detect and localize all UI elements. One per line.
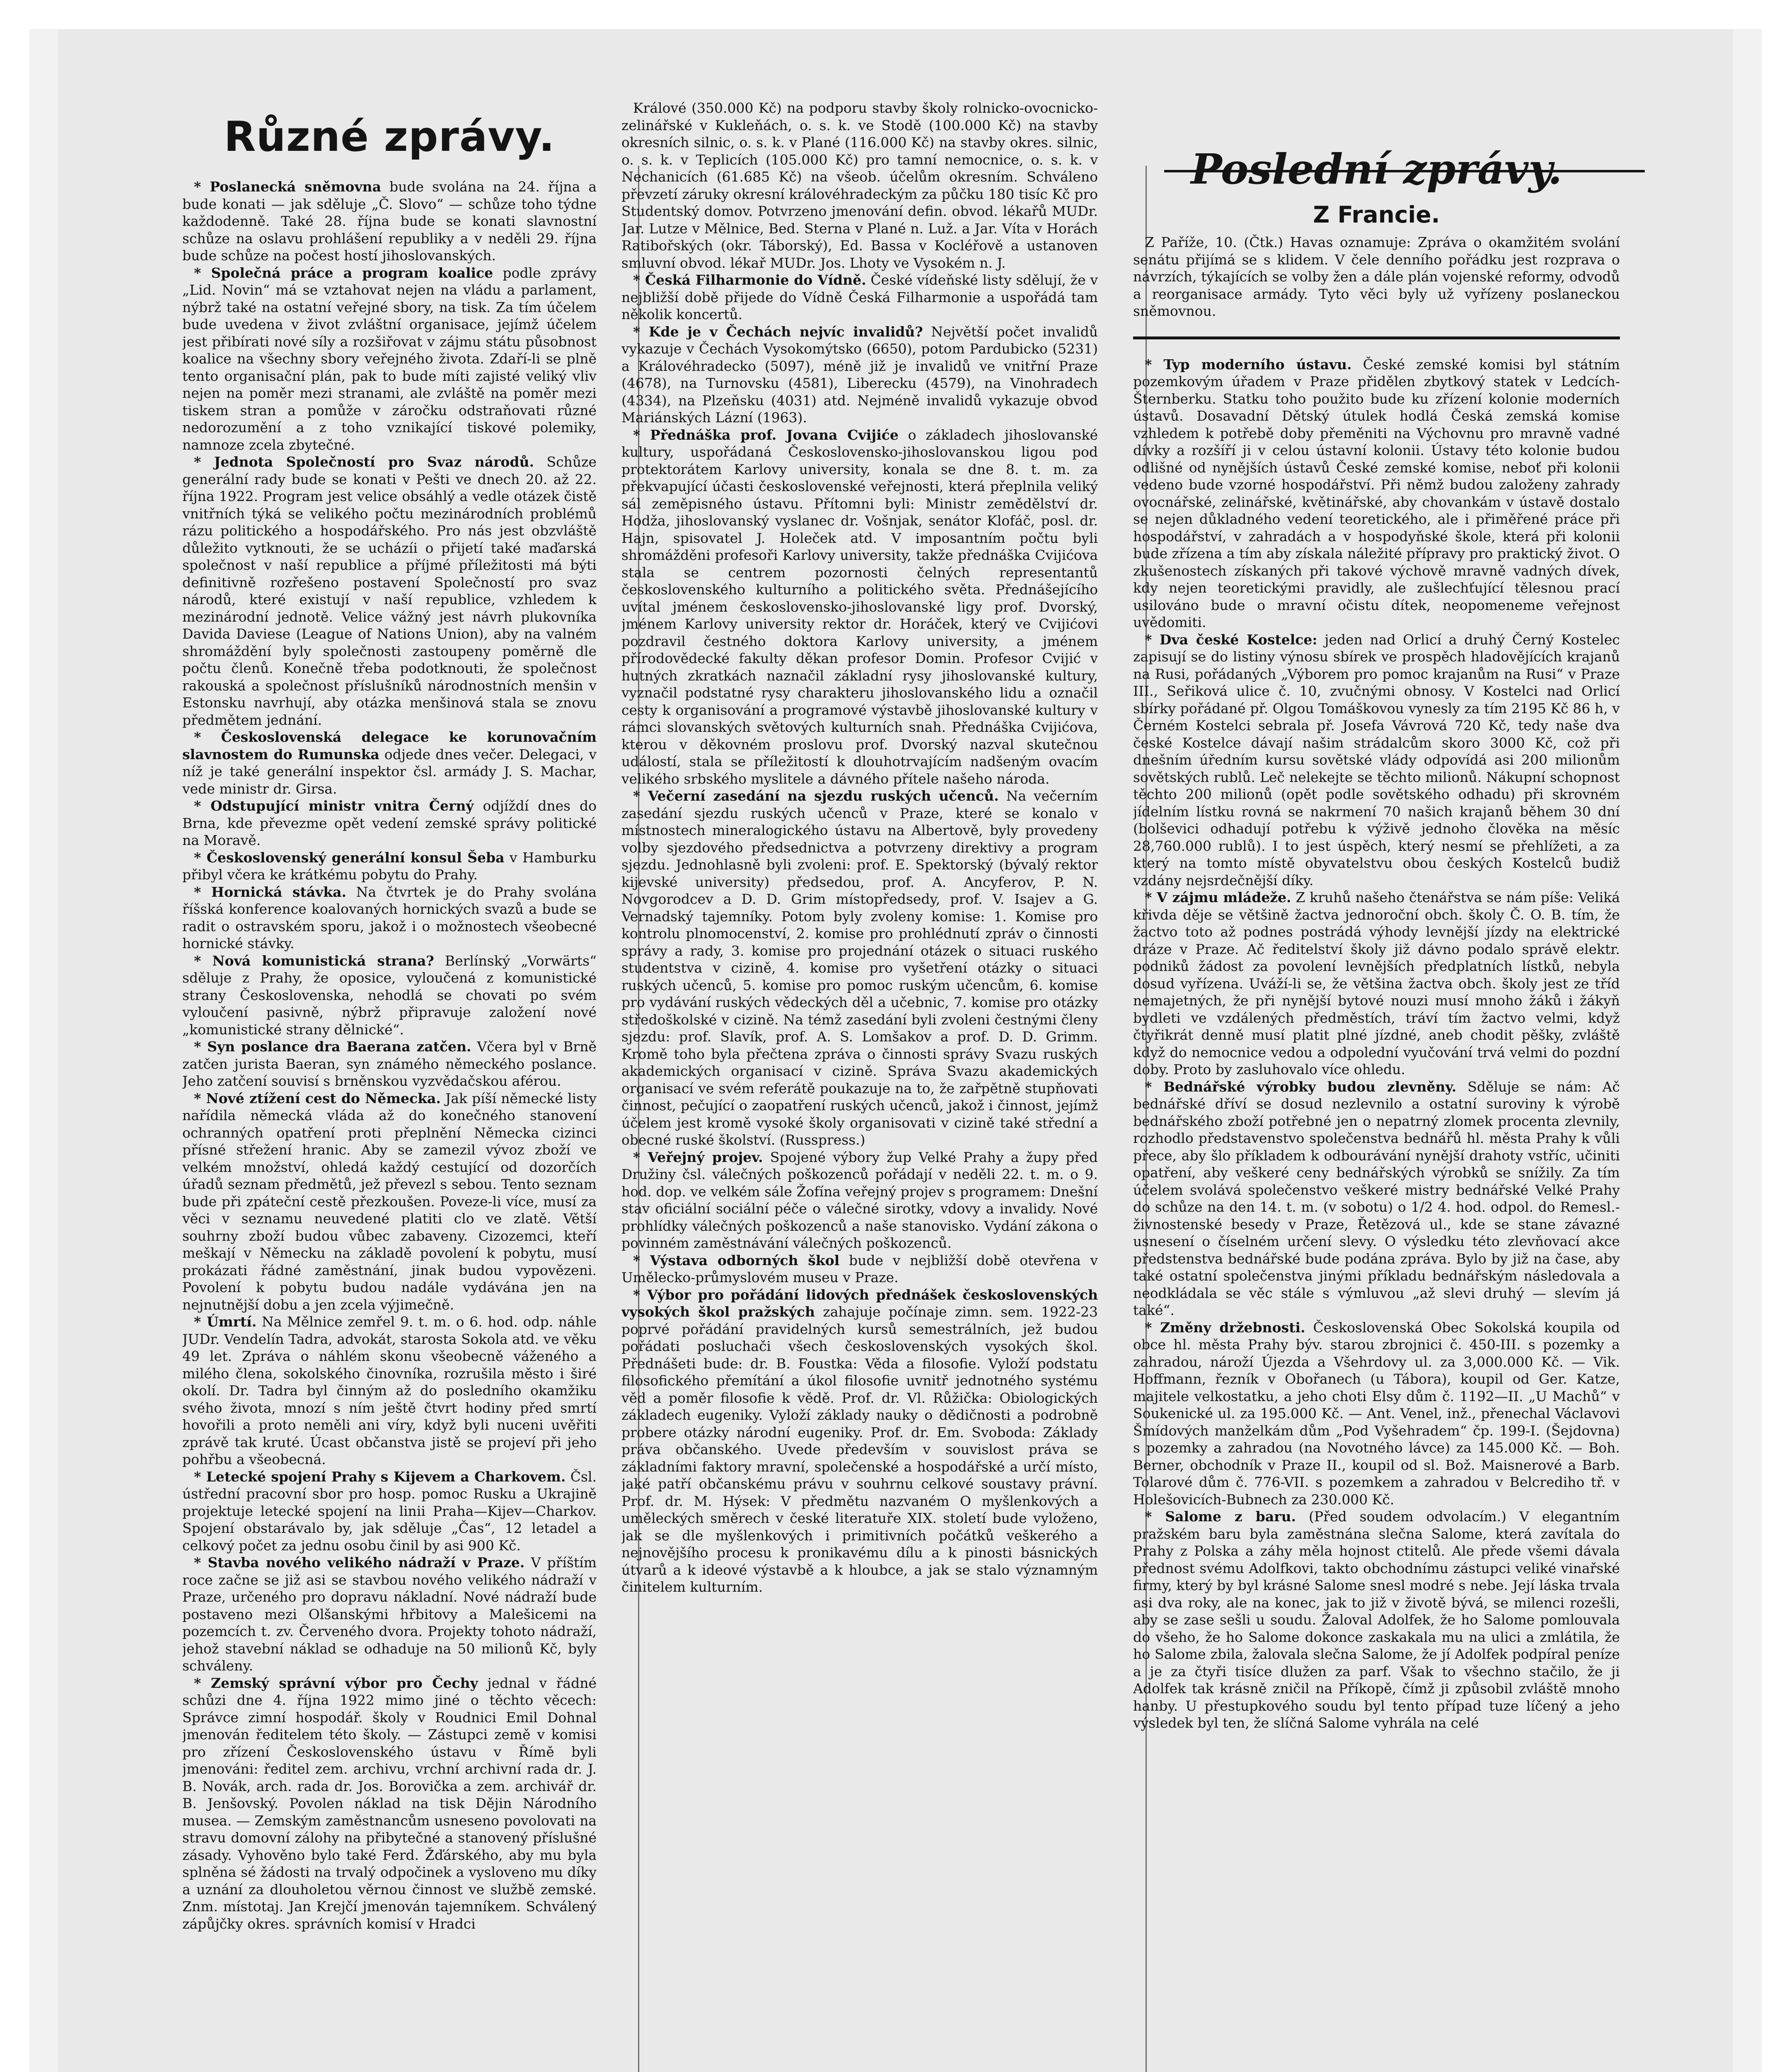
section-title-various-news: Různé zprávy.	[224, 112, 555, 161]
article-text: Z kruhů našeho čtenářstva se nám píše: Veliká křivda děje se většině žactva jednoroční obch. školy Č. O. B. tím, že žactvo toto až podnes postrádá výhody levnější jízdy na elektrické dráze v Praze. Ač ředitelství školy již dávno podalo správě elektr. podniků žádost za povolení levnějších předplatních lístků, nebyla dosud vyřízena. Uváží-li se, že většina žactva obch. školy jest ze tříd nemajetných, že při nynější bytové nouzi musí mnoho žáků i žákyň bydleti ve vzdálených předměstích, tráví tím žactvo velmi, když čtyřikrát denně musí platit plné jízdné, aneb chodit pěšky, zvláště když do nemocnice vedou a odpolední vyučování trvá velmi do pozdní doby. Proto by zasluhovalo více ohledu.	[1133, 889, 1620, 1077]
article-headline: * Nová komunistická strana?	[194, 952, 434, 969]
article-text: bude v nejbližší době otevřena v Umělecko-průmyslovém museu v Praze.	[621, 1252, 1098, 1285]
article-text: České vídeňské listy sdělují, že v nejbližší době přijede do Vídně Česká Filharmonie a uspořádá tam několik koncertů.	[621, 272, 1098, 322]
article-paragraph	[182, 797, 597, 849]
article-text: Na Mělnice zemřel 9. t. m. o 6. hod. odp. náhle JUDr. Vendelín Tadra, advokát, starosta Sokola atd. ve věku 49 let. Zpráva o náhlém skonu všeobecně váženého a milého člena, sokolského činovníka, rozrušila město i širé okolí. Dr. Tadra byl činným až do posledního okamžiku svého života, mnozí s ním ještě čtvrt hodiny před smrtí hovořili a proto neměli ani víry, když byli nuceni uvěřiti zprávě tak kruté. Úcast občanstva jistě se projeví při jeho pohřbu a všeobecná.	[182, 1314, 597, 1467]
article-text: jeden nad Orlicí a druhý Černý Kostelec zapisují se do listiny výnosu sbírek ve prospěch hladovějících krajanů na Rusi, pořádaných „Výborem pro pomoc krajanům na Rusi“ v Praze III., Seřiková ulice č. 10, zvučnými obnosy. V Kostelci nad Orlicí sbírky pořádané př. Olgou Tomáškovou vynesly za tím 2195 Kč 86 h, v Černém Kostelci sebrala př. Josefa Vávrová 720 Kč, tedy naše dva české Kostelce dávají našim strádalcům skoro 3000 Kč, což při dnešním úředním kursu sovětské vlády odpovídá asi 200 milionům sovětských rublů. Leč nelekejte se těchto milionů. Nákupní schopnost těchto 200 milionů (opět podle sovětského odhadu) při skrovném jídelním lístku rovná se nakrmení 70 našich krajanů během 30 dní (bolševici odhadují potřebu k výživě jednoho člověka na měsíc 28,760.000 rublů). I to jest úspěch, který nesmí se přehlížeti, a za který na tomto místě obyvatelstvu obou českých Kostelců budiž vzdány nejsrdečnější díky.	[1133, 631, 1620, 888]
subsection-title-france: Z Francie.	[1313, 201, 1440, 228]
article-paragraph	[1133, 1078, 1620, 1319]
article-text: Největší počet invalidů vykazuje v Čechách Vysokomýtsko (6650), potom Pardubicko (5231) a Královéhradecko (5097), méně již je invalidů ve vnitřní Praze (4678), na Turnovsku (4581), Liberecku (4579), na Vinohradech (4334), na Plzeňsku (4031) atd. Nejméně invalidů vykazuje obvod Mariánských Lázní (1963).	[621, 323, 1098, 426]
column-body	[182, 178, 597, 1932]
scan-edge-right	[1733, 29, 1762, 2072]
article-paragraph	[182, 1038, 597, 1090]
article-text: bude svolána na 24. října a bude konati — jak sděluje „Č. Slovo“ — schůze toho týdne každodenně. Také 28. října bude se konati slavnostní schůze na oslavu prohlášení republiky a v neděli 29. října bude schůze na počest hostí jihoslovanských.	[182, 179, 597, 264]
article-paragraph	[182, 178, 597, 264]
article-headline: * V zájmu mládeže.	[1145, 889, 1291, 905]
article-paragraph	[621, 787, 1098, 1149]
article-paragraph	[1133, 356, 1620, 631]
article-headline: * Společná práce a program koalice	[194, 264, 493, 281]
column-latest-news	[1133, 104, 1620, 1732]
article-paragraph	[1133, 1319, 1620, 1508]
latest-news-box	[1133, 145, 1620, 339]
article-text: Československá Obec Sokolská koupila od obce hl. města Prahy býv. starou zbrojnici č. 450-III. s pozemky a zahradou, nároží Újezda a Všehrdovy ul. za 3,000.000 Kč. — Vik. Hoffmann, řezník v Obořanech (u Tábora), koupil od Ger. Katze, majitele velkostatku, a jeho choti Elsy dům č. 1192—II. „U Machů“ v Soukenické ul. za 195.000 Kč. — Ant. Venel, inž., přenechal Václavovi Šmídových manželkám dům „Pod Vyšehradem“ čp. 199-I. (Šejdovna) s pozemky a zahradou (na Novotného lávce) za 145.000 Kč. — Boh. Berner, obchodník v Praze II., koupil od sl. Bož. Maisnerové a Barb. Tolarové dům č. 776-VII. s pozemkem a zahradou v Belcrediho tř. v Holešovicích-Bubnech za 230.000 Kč.	[1133, 1319, 1620, 1508]
section-title-latest-news: Poslední zprávy.	[1191, 145, 1562, 194]
article-paragraph	[182, 952, 597, 1038]
article-headline: * Československý generální konsul Šeba	[194, 849, 505, 866]
article-headline: * Dva české Kostelce:	[1145, 631, 1317, 648]
article-paragraph	[182, 729, 597, 797]
article-paragraph	[621, 323, 1098, 426]
article-text: V příštím roce začne se již asi se stavbou nového velikého nádraží v Praze, určeného pro dopravu nákladní. Nové nádraží bude postaveno mezi Olšanskými hřbitovy a Malešicemi na pozemcích t. zv. Červeného dvora. Projekty tohoto nádraží, jehož stavební náklad se odhaduje na 50 milionů Kč, byly schváleny.	[182, 1554, 597, 1674]
article-paragraph	[1133, 1508, 1620, 1732]
article-paragraph	[1133, 631, 1620, 889]
column-middle	[621, 99, 1098, 1596]
article-paragraph	[1133, 889, 1620, 1078]
article-headline: * Večerní zasedání na sjezdu ruských učenců.	[633, 788, 999, 804]
article-headline: * Nové ztížení cest do Německa.	[194, 1090, 441, 1106]
article-headline: * Přednáška prof. Jovana Cvijiće	[633, 426, 899, 443]
article-headline: * Syn poslance dra Baerana zatčen.	[194, 1038, 471, 1055]
article-paragraph	[621, 271, 1098, 323]
article-headline: * Bednářské výrobky budou zlevněny.	[1145, 1078, 1457, 1095]
article-headline: * Zemský správní výbor pro Čechy	[194, 1675, 478, 1691]
article-headline: * Stavba nového velikého nádraží v Praze.	[194, 1554, 525, 1571]
article-text: o základech jihoslovanské kultury, uspořádaná Československo-jihoslovanskou ligou pod protektorátem Karlovy university, konala se dne 8. t. m. za překvapující účasti československé veřejnosti, která přeplnila veliký sál zeměpisného ústavu. Přítomni byli: Ministr zemědělství dr. Hodža, jihoslovanský vyslanec dr. Vošnjak, senátor Klofáč, posl. dr. Hajn, spisovatel J. Holeček atd. V imposantním počtu byli shromážděni profesoři Karlovy university, takže přednáška Cvijićova stala se centrem pozornosti čelných representantů československého kulturního a politického světa. Přednášejícího uvítal jménem československo-jihoslovanské ligy prof. Dvorský, jménem Karlovy university rektor dr. Horáček, který ve Cvijićovi pozdravil čestného doktora Karlovy university, a jménem přírodovědecké fakulty děkan profesor Domin. Profesor Cvijić v hutných zkratkách naznačil základní rysy jihoslovanské kultury, vyznačil podstatné rysy charakteru jihoslovanského lidu a označil cesty k organisování a programové výstavbě jihoslovanské kultury v rámci slovanských světových kulturních snah. Přednáška Cvijićova, kterou v děkovném proslovu prof. Dvorský nazval skutečnou událostí, stala se příležitostí k dlouhotrvajícím nadšeným ovacím velikého srbského myslitele a dávného přítele našeho národa.	[621, 426, 1098, 787]
article-headline: * Výstava odborných škol	[633, 1252, 840, 1268]
article-paragraph	[182, 1554, 597, 1675]
article-text: v Hamburku přibyl včera ke krátkému pobytu do Prahy.	[182, 849, 597, 883]
article-headline: * Salome z baru.	[1145, 1508, 1296, 1525]
article-text: Schůze generální rady bude se konati v Pešti ve dnech 20. až 22. října 1922. Program jest velice obsáhlý a vedle otázek čistě vnitřních týká se velikého počtu mezinárodních problémů rázu politického a hospodářského. Pro nás jest obzvláště důležito vytknouti, že se ucházíi o přijetí také maďarská společnost v naší republice a příjmé příležitosti má býti definitivně rozřešeno postavení Společností pro svaz národů, které existují v naší republice, vzhledem k mezinárodní jednotě. Velice vážný jest návrh plukovníka Davida Daviese (League of Nations Union), aby na valném shromáždění byly společnosti zastoupeny poměrně dle počtu členů. Konečně třeba podotknouti, že společnost rakouská a společnost příslušníků národnostních menšin v Estonsku navrhují, aby otázka menšinová stala se znovu předmětem jednání.	[182, 454, 597, 728]
article-text: Berlínský „Vorwärts“ sděluje z Prahy, že oposice, vyloučená z komunistické strany Československa, nehodlá se chovati po svém vyloučení pasivně, nýbrž připravuje založení nové „komunistické strany dělnické“.	[182, 952, 597, 1038]
article-paragraph	[182, 264, 597, 454]
article-text: Králové (350.000 Kč) na podporu stavby školy rolnicko-ovocnicko-zelinářské v Kukleňách, o. s. k. ve Stodě (100.000 Kč) na stavby okresních silnic, o. s. k. v Plané (116.000 Kč) na stavby okres. silnic, o. s. k. v Teplicích (105.000 Kč) pro tamní nemocnice, o. s. k. v Nechanicích (61.685 Kč) na všeob. účelům okresním. Schváleno převzetí záruky okresní královéhradeckým za půčku 180 tisíc Kč pro Studentský domov. Potvrzeno jmenování defin. obvod. lékařů MUDr. Jar. Lutze v Mělnice, Bed. Sterna v Plané n. Luž. a Jar. Víta v Horách Ratibořských (okr. Táborský), Ed. Bassa v Kocléřově a ustanoven smluvní obvod. lékař MUDr. Jos. Lhoty ve Vysokém n. J.	[621, 100, 1098, 271]
article-text: Čsl. ústřední pracovní sbor pro hosp. pomoc Rusku a Ukrajině projektuje letecké spojení na linii Praha—Kijev—Charkov. Spojení obstarávalo by, jak sděluje „Čas“, 12 letadel a celkový počet za jednu osobu činil by asi 900 Kč.	[182, 1468, 597, 1554]
article-text: podle zprávy „Lid. Novin“ má se vztahovat nejen na vládu a parlament, nýbrž také na ostatní veřejné sbory, na tisk. Za tím účelem bude uvedena v život zvláštní organisace, jejímž účelem jest přibírati nové síly a rozšiřovat v zájmu státu působnost koalice na všechny sbory veřejného života. Zdaří-li se plně tento organisační plán, pak to bude míti zajisté veliký vliv nejen na poměr mezi stranami, ale zvláště na poměr mezi tiskem stran a pomůže v záročku odstraňovati různé nedorozumění a z toho vznikající tiskové polemiky, namnoze zcela zbytečné.	[182, 264, 597, 453]
article-paragraph	[621, 426, 1098, 788]
article-text: jednal v řádné schůzi dne 4. října 1922 mimo jiné o těchto věcech: Správce zimní hospodář. školy v Roudnici Emil Dohnal jmenován ředitelem této školy. — Zástupci země v komisi pro zřízení Československého ústavu v Římě byli jmenováni: ředitel zem. archivu, vrchní archivní rada dr. J. B. Novák, arch. rada dr. Jos. Borovička a zem. archivář dr. B. Jenšovský. Povolen náklad na tisk Dějin Národního musea. — Zemským zaměstnancům usneseno povolovati na stravu domovní zálohy na přibytečné a stanovený příslušné zásady. Vyhověno bylo také Ferd. Žďárského, aby mu byla splněna sé žádosti na trvalý odpočinek a vysloveno mu díky a uznání za dlouholetou věrnou činnost ve službě zemské. Znm. místotaj. Jan Krejčí jmenován tajemníkem. Schválený zápůjčky okres. správních komisí v Hradci	[182, 1675, 597, 1932]
article-headline: * Typ moderního ústavu.	[1145, 356, 1352, 373]
article-headline: * Letecké spojení Prahy s Kijevem a Charkovem.	[194, 1468, 566, 1485]
article-text: Na čtvrtek je do Prahy svolána říšská konference koalovaných hornických svazů a bude se radit o ostravském sporu, jakož i o možnostech všeobecné hornické stávky.	[182, 884, 597, 951]
article-text: Sděluje se nám: Ač bednářské dříví se dosud nezlevnilo a ostatní suroviny k výrobě bednářského zboží potřebné jen o nepatrný zlomek procenta zlevnily, rozhodlo představenstvo společenstva bednářů hl. města Prahy k vůli přece, aby šlo příkladem k odbourávání nynější drahoty vstříc, učiniti opatření, aby veškeré ceny bednářských výrobků se snížily. Za tím účelem svolává společenstvo veškeré mistry bednářské Velké Prahy do schůze na den 14. t. m. (v sobotu) o 1/2 4. hod. odpol. do Remesl.-živnostenské besedy v Praze, Řetězová ul., kde se stane závazné usnesení o číselném určení slevy. O výsledku této zlevňovací akce předstenstva bednářské bude podána zpráva. Bylo by již na čase, aby také ostatní společenstva jinými příkladu bednářským následovala a neodkládala se věc stále s výmluvou „až slevi druhý — slevím já také“.	[1133, 1078, 1620, 1318]
article-paragraph	[182, 1468, 597, 1554]
article-paragraph	[621, 1252, 1098, 1286]
article-headline: * Jednota Společností pro Svaz národů.	[194, 454, 534, 470]
article-paragraph	[182, 1313, 597, 1468]
column-body	[621, 99, 1098, 1596]
article-headline: * Kde je v Čechách nejvíc invalidů?	[633, 323, 923, 340]
article-headline: * Poslanecká sněmovna	[194, 179, 381, 195]
article-headline: * Změny držebnosti.	[1145, 1319, 1305, 1336]
article-headline: * Československá delegace ke korunovačním slavnostem do Rumunska	[182, 729, 597, 762]
article-paragraph	[182, 884, 597, 952]
article-text: České zemské komisi byl státním pozemkovým úřadem v Praze přidělen zbytkový statek v Ledcích-Šternberku. Statku toho použito bude ku zřízení kolonie moderních ústavů. Dosavadní Dětský útulek hodlá Česká zemská komise vzhledem k potřebě doby přeměniti na Výchovnu pro mravně vadné dívky a rozšíří ji v celou ústavní kolonii. Ústavy této kolonie budou odlišné od nynějších ústavů České zemské komise, neboť při kolonii vedeno bude vzorné hospodářství. Při němž budou založeny zahrady ovocnářské, zelinářské, květinářské, aby chovankám v ústavě dostalo se nejen důkladného vedení teoretického, ale i přiměřené práce při hospodářství, v zahradách a v hospodyňské škole, která při kolonii bude zřízena a tím aby získala náležité přípravy pro praktický život. O zkušenostech získaných při takové výchově mravně vadných dívek, kdy nejen teoretickými pravidly, ale zušlechťující tělesnou prací usilováno bude o mravní očistu dítek, neopomeneme veřejnost uvědomiti.	[1133, 356, 1620, 630]
latest-news-paragraph: Z Paříže, 10. (Čtk.) Havas oznamuje: Zpráva o okamžitém svolání senátu přijímá se s klidem. V čele denního pořádku jest rozprava o návrzích, týkajících se volby žen a dále plán vojenské reformy, odvodů a reorganisace armády. Tyto věci byly už vyřízeny poslaneckou sněmovnou.	[1133, 234, 1620, 319]
article-text: (Před soudem odvolacím.) V elegantním pražském baru byla zaměstnána slečna Salome, která zavítala do Prahy z Polska a záhy měla hojnost ctitelů. Ale přede všemi dávala přednost svému Adolfkovi, takto obchodnímu zástupci veliké vinařské firmy, který by byl krásné Salome snesl modré s nebe. Její láska trvala asi dva roky, ale na konec, jak to již v životě bývá, se milenci rozešli, aby se zase sešli u soudu. Žaloval Adolfek, že ho Salome pomlouvala do všeho, že ho Salome dokonce zaskakala mu na ulici a zmlátila, že ho Salome zbila, žalovala slečna Salome, že jí Adolfek podpíral peníze a je za čtyři tisíce dlužen za parf. Však to všechno stačilo, že ji Adolfek tak krásně zničil na Příkopě, čímž ji způsobil zvláště mnoho hanby. U přestupkového soudu byl tento případ tuze líčený a jeho výsledek byl ten, že slíčná Salome vyhrála na celé	[1133, 1508, 1620, 1731]
article-paragraph	[182, 849, 597, 884]
article-paragraph	[182, 453, 597, 729]
article-text: odjede dnes večer. Delegaci, v níž je také generální inspektor čsl. armády J. S. Machar, vede ministr dr. Girsa.	[182, 746, 597, 797]
article-paragraph	[621, 99, 1098, 271]
article-text: Spojené výbory žup Velké Prahy a župy před Družiny čsl. válečných poškozenců pořádají v neděli 22. t. m. o 9. hod. dop. ve velkém sále Žofína veřejný projev s programem: Dnešní stav oficiální sociální péče o válečné sirotky, vdovy a invalidy. Nové prohlídky válečných poškozenců a naše stanovisko. Vydání zákona o povinném zaměstnávání válečných poškozenců.	[621, 1149, 1098, 1251]
article-text: Včera byl v Brně zatčen jurista Baeran, syn známého německého poslance. Jeho zatčení souvisí s brněnskou vyzvědačskou aférou.	[182, 1038, 597, 1089]
article-headline: * Odstupující ministr vnitra Černý	[194, 798, 474, 814]
article-headline: * Výbor pro pořádání lidových přednášek československých vysokých škol pražských	[621, 1286, 1098, 1320]
article-paragraph	[621, 1149, 1098, 1252]
column-body	[1133, 356, 1620, 1732]
article-text: zahajuje počínaje zimn. sem. 1922-23 poprvé pořádání pravidelných kursů semestrálních, jež budou pořádati posluchači všech československých vysokých škol. Přednášeti bude: dr. B. Foustka: Věda a filosofie. Vyloží podstatu filosofického přemítání a úkol filosofie uvnitř jednotného systému věd a poměr filosofie k vědě. Prof. dr. Vl. Růžička: Obiologických základech eugeniky. Vyloží základy nauky o dědičnosti a podrobně probere otázky národní eugeniky. Prof. dr. Em. Svoboda: Základy práva občanského. Uvede především v souvislost práva se základními faktory mravní, společenské a hospodářské a určí místo, jaké patří občanskému právu v souhrnu celkové soustavy právní. Prof. dr. M. Hýsek: V předmětu nazvaném O myšlenkových a uměleckých směrech v české literatuře XIX. století bude vyloženo, jak se dle myšlenkových i primitivních počátků veškerého a nejnovějšího procesu k pronikavému dílu a k pinosti básnických útvarů a k ideové výstavbě a k hloubce, a jak se stalo významným činitelem kulturním.	[621, 1304, 1098, 1595]
article-headline: * Hornická stávka.	[194, 884, 347, 900]
article-headline: * Úmrtí.	[194, 1314, 257, 1330]
article-paragraph	[182, 1090, 597, 1314]
article-text: Jak píší německé listy nařídila německá vláda až do konečného stanovení ochranných opatření proti přeplnění Německa cizinci přísné střežení hranic. Aby se zamezil vývoz zboží ve velkém množství, ohledá každý cestující od dozorčích úřadů seznam předmětů, jež převezl s sebou. Tento seznam bude při zpáteční cestě přezkoušen. Poveze-li více, musí za věci v seznamu neuvedené platiti clo ve zlatě. Větší souhrny zboží budou vůbec zabaveny. Cizozemci, kteří meškají v Německu na základě povolení k pobytu, musí prokázati řádné zaměstnání, jinak budou vypovězeni. Povolení k pobytu budou nadále vydávána jen na nejnutnější dobu a jen zcela výjimečně.	[182, 1090, 597, 1313]
article-headline: * Veřejný projev.	[633, 1149, 763, 1165]
scan-edge-left	[29, 29, 58, 2072]
article-text: odjíždí dnes do Brna, kde převezme opět vedení zemské správy politické na Moravě.	[182, 798, 597, 848]
article-paragraph	[182, 1675, 597, 1933]
column-various-news	[182, 104, 597, 1932]
article-text: Na večerním zasedání sjezdu ruských učenců v Praze, které se konalo v místnostech mineralogického ústavu na Albertově, byly provedeny volby sjezdového předsednictva a potvrzeny direktivy a program sjezdu. Jednohlasně byli zvoleni: prof. E. Spektorský (bývalý rektor kijevské university) předsedou, prof. A. Ancyferov, P. N. Novgorodcev a D. D. Grim místopředsedy, prof. V. Isajev a G. Vernadský tajemníky. Potom byly zvoleny komise: 1. Komise pro kontrolu plnomocenství, 2. komise pro prohlédnutí zpráv o činnosti správy a rady, 3. komise pro projednání otázek o situaci ruského studentstva v cizině, 4. komise pro vyšetření otázky o situaci ruských učenců, 5. komise pro pomoc ruským učencům, 6. komise pro vydávání ruských vědeckých děl a učebnic, 7. komise pro otázky středoškolské v cizině. Na témž zasedání byli zvoleni čestnými členy sjezdu: prof. Slavík, prof. A. S. Lomšakov a prof. D. D. Grimm. Kromě toho byla přečtena zpráva o činnosti správy Svazu ruských akademických organisací v cizině. Správa Svazu akademických organisací ve svém referátě poukazuje na to, že zařpětně stupňovati činnost, pečující o zaopatření ruských učenců, jakož i činnost, jejímž účelem jest kromě vysoké školy organisovati v cizině také střední a obecné ruské školství. (Russpress.)	[621, 788, 1098, 1148]
article-paragraph	[621, 1286, 1098, 1596]
article-headline: * Česká Filharmonie do Vídně.	[633, 272, 866, 288]
